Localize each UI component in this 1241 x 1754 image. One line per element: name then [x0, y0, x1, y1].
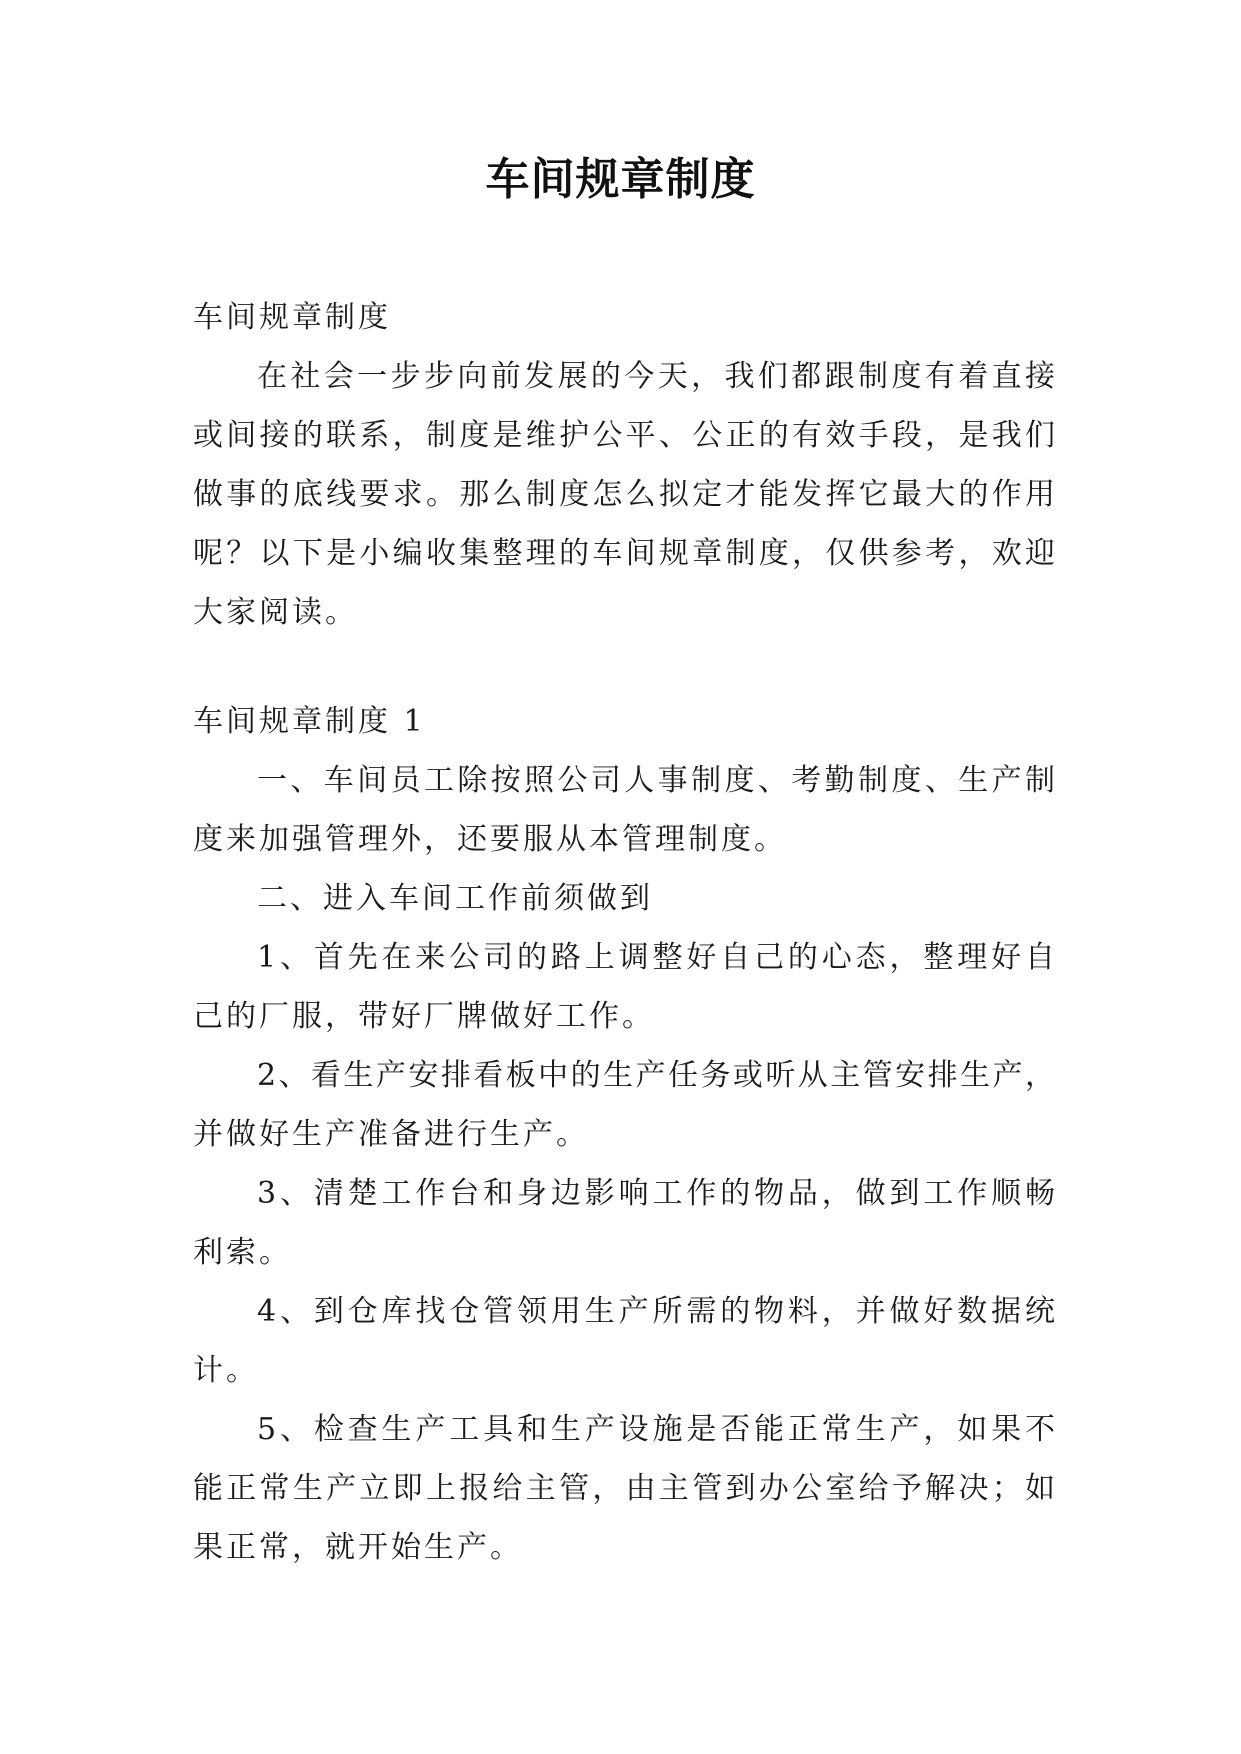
paragraph-line: 二、进入车间工作前须做到 [257, 881, 653, 916]
document-body [193, 288, 1055, 1577]
intro-line: 在社会一步步向前发展的今天，我们都跟制度有着直接 [257, 359, 1055, 394]
paragraph-line: 果正常，就开始生产。 [193, 1530, 523, 1565]
paragraph-line: 度来加强管理外，还要服从本管理制度。 [193, 822, 787, 857]
intro-line: 或间接的联系，制度是维护公平、公正的有效手段，是我们 [193, 418, 1055, 453]
paragraph-line: 5、检查生产工具和生产设施是否能正常生产，如果不 [257, 1412, 1055, 1447]
paragraph-line: 能正常生产立即上报给主管，由主管到办公室给予解决；如 [193, 1471, 1055, 1506]
paragraph-line: 并做好生产准备进行生产。 [193, 1117, 589, 1152]
intro-line: 大家阅读。 [193, 595, 358, 630]
paragraph-line: 3、清楚工作台和身边影响工作的物品，做到工作顺畅 [257, 1176, 1055, 1211]
paragraph-line: 利索。 [193, 1235, 292, 1270]
intro-line: 呢？以下是小编收集整理的车间规章制度，仅供参考，欢迎 [193, 536, 1055, 571]
paragraph-line: 1、首先在来公司的路上调整好自己的心态，整理好自 [257, 940, 1055, 975]
paragraph-line: 一、车间员工除按照公司人事制度、考勤制度、生产制 [257, 763, 1055, 798]
paragraph-line: 计。 [193, 1353, 259, 1388]
section-spacer [193, 642, 1055, 692]
paragraph-line: 2、看生产安排看板中的生产任务或听从主管安排生产， [257, 1058, 1055, 1093]
paragraph-line: 己的厂服，带好厂牌做好工作。 [193, 999, 655, 1034]
paragraph-line: 4、到仓库找仓管领用生产所需的物料，并做好数据统 [257, 1294, 1055, 1329]
section-heading: 车间规章制度 1 [193, 704, 426, 739]
document-title: 车间规章制度 [485, 154, 756, 205]
intro-line: 做事的底线要求。那么制度怎么拟定才能发挥它最大的作用 [193, 477, 1055, 512]
intro-heading: 车间规章制度 [193, 300, 391, 335]
